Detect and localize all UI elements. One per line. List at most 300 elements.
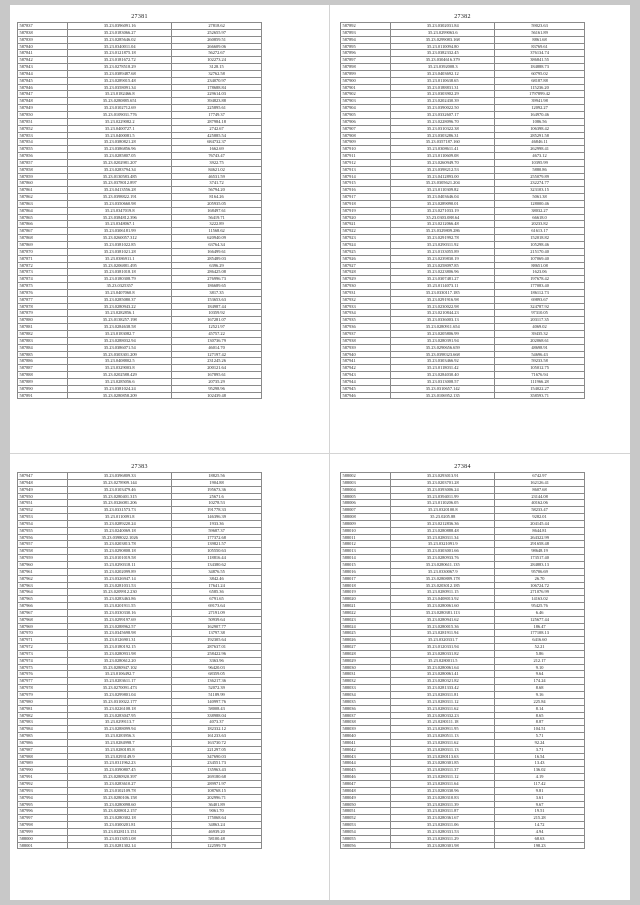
cadastral-code-cell: 35.23.0326947.14 [68,575,172,582]
cadastral-code-cell: 35.23.0280911.654 [391,324,495,331]
area-value-cell: 347690.03 [172,753,262,760]
cadastral-code-cell: 35.23.0280311.64 [391,780,495,787]
area-value-cell: 76743.47 [172,153,262,160]
cadastral-code-cell: 35.23.0205806.99 [391,330,495,337]
table-row [18,214,262,221]
table-row [341,527,585,534]
table-row [18,664,262,671]
area-value-cell: 52072.39 [172,685,262,692]
row-id-cell: 587883 [18,337,68,344]
table-row [341,712,585,719]
area-value-cell: 36401.89 [172,801,262,808]
row-id-cell: 587958 [18,548,68,555]
cadastral-code-cell: 35.23.0282856.1 [68,310,172,317]
cadastral-code-cell: 35.23.0280612.20 [68,657,172,664]
cadastral-code-cell: 35.23.0288032.94 [68,337,172,344]
cadastral-code-cell: 35.23.0285080.37 [68,296,172,303]
cadastral-code-cell: 35.23.0398022.1026 [68,534,172,541]
area-value-cell: 58008.43 [172,705,262,712]
row-id-cell: 587977 [18,678,68,685]
table-row [341,344,585,351]
row-id-cell: 587990 [18,767,68,774]
area-value-cell: 39435.32 [495,330,585,337]
area-value-cell: 46531.59 [172,173,262,180]
row-id-cell: 588009 [341,520,391,527]
table-row [341,780,585,787]
table-row [18,493,262,500]
row-id-cell: 587966 [18,603,68,610]
area-value-cell: 5880.86 [495,166,585,173]
table-row [18,815,262,822]
table-row [18,828,262,835]
table-row [18,228,262,235]
area-value-cell: 10278.53 [172,500,262,507]
cadastral-code-cell: 35.23.0303.088.64 [391,214,495,221]
row-id-cell: 587894 [341,36,391,43]
parcel-table [17,22,262,399]
row-id-cell: 587919 [341,207,391,214]
area-value-cell: 164970.46 [495,111,585,118]
table-row [18,616,262,623]
row-id-cell: 587903 [341,98,391,105]
row-id-cell: 588013 [341,548,391,555]
area-value-cell: 9.10 [495,664,585,671]
table-row [341,657,585,664]
table-row [18,248,262,255]
table-row [341,719,585,726]
cadastral-code-cell: 35.23.0226108.18 [68,705,172,712]
area-value-cell: 177083.40 [495,283,585,290]
row-id-cell: 588049 [341,794,391,801]
table-row [18,125,262,132]
area-value-cell: 54696.43 [495,351,585,358]
page-number: 27382 [454,14,471,20]
cadastral-code-cell: 35.23.0280106.158 [68,794,172,801]
row-id-cell: 588030 [341,664,391,671]
cadastral-code-cell: 35.23.0302031.84 [391,23,495,30]
cadastral-code-cell: 35.23.0205.88 [391,514,495,521]
row-id-cell: 587971 [18,637,68,644]
cadastral-code-cell: 35.23.0280185.8 [68,746,172,753]
table-row [18,603,262,610]
table-row [18,726,262,733]
row-id-cell: 587927 [341,262,391,269]
row-id-cell: 587943 [341,372,391,379]
table-row [341,289,585,296]
area-value-cell: 186.47 [495,623,585,630]
row-id-cell: 587837 [18,23,68,30]
area-value-cell: 56272.67 [172,50,262,57]
cadastral-code-cell: 35.23.0381024.24 [68,385,172,392]
cadastral-code-cell: 35.23.0407060.8 [68,289,172,296]
cadastral-code-cell: 35.23.0381018.18 [68,269,172,276]
table-row [341,500,585,507]
row-id-cell: 587912 [341,159,391,166]
table-row [18,173,262,180]
table-row [18,630,262,637]
row-id-cell: 588022 [341,609,391,616]
cadastral-code-cell: 35.23.0280301.85 [391,760,495,767]
row-id-cell: 587968 [18,616,68,623]
cadastral-code-cell: 35.23.0280947.102 [68,664,172,671]
table-row [341,692,585,699]
row-id-cell: 587959 [18,555,68,562]
area-value-cell: 3922.75 [172,159,262,166]
row-id-cell: 588041 [341,739,391,746]
table-row [18,344,262,351]
table-row [341,269,585,276]
area-value-cell: 264322.99 [495,534,585,541]
row-id-cell: 587844 [18,70,68,77]
row-id-cell: 587937 [341,330,391,337]
table-row [341,828,585,835]
table-row [18,207,262,214]
cadastral-code-cell: 35.23.0102712.69 [68,105,172,112]
cadastral-code-cell: 35.23.0330067.9 [391,568,495,575]
area-value-cell: 20735.29 [172,378,262,385]
table-row [18,671,262,678]
area-value-cell: 56161.89 [495,29,585,36]
area-value-cell: 48698.91 [495,344,585,351]
area-value-cell: 221297.05 [172,746,262,753]
row-id-cell: 587886 [18,358,68,365]
row-id-cell: 588042 [341,746,391,753]
area-value-cell: 178688.84 [172,84,262,91]
cadastral-code-cell: 35.23.0121875.18 [68,50,172,57]
row-id-cell: 587864 [18,207,68,214]
table-row [18,159,262,166]
table-row [341,698,585,705]
row-id-cell: 588001 [18,842,68,849]
row-id-cell: 587994 [18,794,68,801]
row-id-cell: 587881 [18,324,68,331]
cadastral-code-cell: 35.23.0381021.28 [68,248,172,255]
row-id-cell: 588008 [341,514,391,521]
area-value-cell: 95425.76 [495,603,585,610]
area-value-cell: 394823.88 [172,98,262,105]
area-value-cell: 255079.89 [495,173,585,180]
area-value-cell: 3741.72 [172,180,262,187]
area-value-cell: 5.71 [495,733,585,740]
area-value-cell: 104.51 [495,726,585,733]
table-row [18,29,262,36]
row-id-cell: 588018 [341,582,391,589]
cadastral-code-cell: 35.23.0281031.53 [68,582,172,589]
table-row [341,166,585,173]
table-row [341,255,585,262]
area-value-cell: 167281.07 [172,317,262,324]
area-value-cell: 34876.55 [172,568,262,575]
table-row [341,372,585,379]
row-id-cell: 587858 [18,166,68,173]
area-value-cell: 5061.38 [495,194,585,201]
area-value-cell: 232274.77 [495,180,585,187]
table-row [341,815,585,822]
area-value-cell: 20233.82 [495,221,585,228]
cadastral-code-cell: 35.23.0202588.429 [68,372,172,379]
area-value-cell: 338988.04 [172,712,262,719]
cadastral-code-cell: 35.23.0106952.135 [391,392,495,399]
area-value-cell: 14163.02 [495,596,585,603]
table-row [18,760,262,767]
table-row [18,64,262,71]
area-value-cell: 173517.40 [495,555,585,562]
area-value-cell: 266609.06 [172,43,262,50]
table-row [341,801,585,808]
table-row [18,692,262,699]
cadastral-code-cell: 35.23.0280113.63 [391,753,495,760]
table-row [341,91,585,98]
cadastral-code-cell: 35.23.0180192.15 [68,644,172,651]
area-value-cell: 10359.92 [172,310,262,317]
table-row [18,324,262,331]
table-row [18,269,262,276]
area-value-cell: 59023.63 [495,23,585,30]
row-id-cell: 587853 [18,132,68,139]
row-id-cell: 587983 [18,719,68,726]
table-row [18,77,262,84]
row-id-cell: 588055 [341,835,391,842]
area-value-cell: 10395.99 [495,159,585,166]
row-id-cell: 587863 [18,200,68,207]
area-value-cell: 136217.36 [172,678,262,685]
area-value-cell: 13797.38 [172,630,262,637]
cadastral-code-cell: 35.23.0289015.48 [68,77,172,84]
table-row [18,337,262,344]
table-row [18,753,262,760]
table-row [18,372,262,379]
table-row [18,330,262,337]
table-row [18,365,262,372]
row-id-cell: 588029 [341,657,391,664]
table-row [341,520,585,527]
row-id-cell: 587998 [18,822,68,829]
cadastral-code-cell: 35.23.0110094.80 [391,43,495,50]
area-value-cell: 95298.96 [172,385,262,392]
table-row [18,842,262,849]
table-row [18,378,262,385]
area-value-cell: 231245.26 [172,358,262,365]
cadastral-code-cell: 35.23.0299113.7 [68,719,172,726]
area-value-cell: 285489.03 [172,255,262,262]
table-row [341,671,585,678]
area-value-cell: 9.16 [495,692,585,699]
cadastral-code-cell: 35.23.0280301.98 [391,842,495,849]
area-value-cell: 205935.05 [172,200,262,207]
row-id-cell: 587896 [341,50,391,57]
row-id-cell: 587882 [18,330,68,337]
table-row [18,698,262,705]
cadastral-code-cell: 35.23.0299063.6 [391,29,495,36]
row-id-cell: 587893 [341,29,391,36]
row-id-cell: 587949 [18,486,68,493]
table-row [341,589,585,596]
table-row [18,712,262,719]
row-id-cell: 587993 [18,787,68,794]
cadastral-code-cell: 35.23.0347019.8 [68,207,172,214]
cadastral-code-cell: 35.23.0408802.5 [68,358,172,365]
row-id-cell: 587952 [18,507,68,514]
area-value-cell: 128000.46 [495,200,585,207]
area-value-cell: 95706.69 [495,568,585,575]
cadastral-code-cell: 35.23.0289090.01 [391,200,495,207]
cadastral-code-cell: 35.23.0396091.16 [68,23,172,30]
row-id-cell: 587979 [18,692,68,699]
table-row [341,365,585,372]
cadastral-code-cell: 35.23.0284030.40 [391,372,495,379]
area-value-cell: 117.42 [495,780,585,787]
cadastral-code-cell: 35.23.0281302.14 [68,842,172,849]
table-row [341,29,585,36]
table-row [18,534,262,541]
area-value-cell: 153653.63 [172,296,262,303]
row-id-cell: 588033 [341,685,391,692]
cadastral-code-cell: 35.23.0283610.27 [68,780,172,787]
table-row [341,486,585,493]
table-row [341,603,585,610]
area-value-cell: 284883.13 [495,561,585,568]
area-value-cell: 39941.98 [495,98,585,105]
row-id-cell: 587914 [341,173,391,180]
table-row [341,242,585,249]
cadastral-code-cell: 35.23.0393006.24 [391,486,495,493]
table-row [341,760,585,767]
table-row [18,91,262,98]
area-value-cell: 258422.96 [172,650,262,657]
cadastral-code-cell: 35.23.0280943.22 [68,303,172,310]
row-id-cell: 587945 [341,385,391,392]
row-id-cell: 588025 [341,630,391,637]
cadastral-code-cell: 35.23.0278909.144 [68,479,172,486]
cadastral-code-cell: 35.23.0398822.191 [68,194,172,201]
row-id-cell: 587870 [18,248,68,255]
area-value-cell: 252655.97 [172,29,262,36]
cadastral-code-cell: 35.23.0382332.45 [391,50,495,57]
table-row [18,767,262,774]
area-value-cell: 161233.63 [172,733,262,740]
cadastral-code-cell: 35.23.0290311.92 [391,242,495,249]
table-row [341,685,585,692]
table-row [341,794,585,801]
row-id-cell: 587926 [341,255,391,262]
table-row [18,486,262,493]
cadastral-code-cell: 35.23.0357187.160 [391,139,495,146]
cadastral-code-cell: 35.23.0183066.27 [68,29,172,36]
cadastral-code-cell: 35.23.0325357 [68,283,172,290]
row-id-cell: 587917 [341,194,391,201]
cadastral-code-cell: 35.23.0340011.04 [68,43,172,50]
row-id-cell: 587848 [18,98,68,105]
cadastral-code-cell: 35.23.0280941.62 [391,616,495,623]
area-value-cell: 177108.13 [495,630,585,637]
area-value-cell: 215170.40 [495,248,585,255]
cadastral-code-cell: 35.23.0103479.46 [68,486,172,493]
row-id-cell: 588047 [341,780,391,787]
cadastral-code-cell: 35.23.0203701.28 [391,479,495,486]
area-value-cell: 286425.08 [172,269,262,276]
cadastral-code-cell: 35.23.0110309.82 [391,187,495,194]
row-id-cell: 587986 [18,739,68,746]
table-row [18,650,262,657]
row-id-cell: 587972 [18,644,68,651]
table-row [341,214,585,221]
table-row [18,609,262,616]
area-value-cell: 17749.37 [172,111,262,118]
row-id-cell: 587976 [18,671,68,678]
table-row [18,678,262,685]
row-id-cell: 588050 [341,801,391,808]
area-value-cell: 184888.73 [495,64,585,71]
area-value-cell: 3817.35 [172,289,262,296]
area-value-cell: 106398.42 [495,125,585,132]
area-value-cell: 198.23 [495,842,585,849]
table-row [341,822,585,829]
cadastral-code-cell: 35.23.0313051.08 [68,835,172,842]
area-value-cell: 163730.72 [172,739,262,746]
row-id-cell: 587934 [341,310,391,317]
area-value-cell: 83769.61 [495,43,585,50]
row-id-cell: 587906 [341,118,391,125]
cadastral-code-cell: 35.23.0413556.28 [68,187,172,194]
row-id-cell: 588007 [341,507,391,514]
area-value-cell: 46939.20 [172,828,262,835]
cadastral-code-cell: 35.23.0280310.83 [391,794,495,801]
table-row [18,808,262,815]
cadastral-code-cell: 35.23.0106492.7 [68,671,172,678]
table-row [18,705,262,712]
area-value-cell: 59687.37 [172,527,262,534]
cadastral-code-cell: 35.23.0336003.13 [391,317,495,324]
cadastral-code-cell: 35.23.0280311.62 [391,739,495,746]
row-id-cell: 587988 [18,753,68,760]
area-value-cell: 9.67 [495,801,585,808]
cadastral-code-cell: 35.23.0118031.42 [391,365,495,372]
cadastral-code-cell: 35.23.0280311.62 [391,705,495,712]
area-value-cell: 260859.51 [172,36,262,43]
row-id-cell: 588037 [341,712,391,719]
table-row [341,358,585,365]
cadastral-code-cell: 35.23.0206881.495 [68,262,172,269]
area-value-cell: 229614.03 [172,91,262,98]
row-id-cell: 587908 [341,132,391,139]
row-id-cell: 587921 [341,221,391,228]
cadastral-code-cell: 35.23.0293149.9 [68,753,172,760]
cadastral-code-cell: 35.23.0239830.19 [391,255,495,262]
cadastral-code-cell: 35.23.0283956.3 [68,733,172,740]
table-row [18,194,262,201]
row-id-cell: 587928 [341,269,391,276]
row-id-cell: 587887 [18,365,68,372]
row-id-cell: 587890 [18,385,68,392]
cadastral-code-cell: 35.23.0270091.473 [68,685,172,692]
table-row [341,514,585,521]
area-value-cell: 107069.40 [495,255,585,262]
area-value-cell: 184987.44 [172,303,262,310]
row-id-cell: 587866 [18,221,68,228]
row-id-cell: 588021 [341,603,391,610]
row-id-cell: 587931 [341,289,391,296]
row-id-cell: 587942 [341,365,391,372]
table-row [18,111,262,118]
area-value-cell: 96420.03 [172,664,262,671]
row-id-cell: 588016 [341,568,391,575]
area-value-cell: 19.51 [495,808,585,815]
row-id-cell: 587965 [18,596,68,603]
page-panel-27384 [340,463,585,849]
table-row [18,276,262,283]
cadastral-code-cell: 35.23.0280311.06 [391,822,495,829]
area-value-cell: 115236.20 [495,84,585,91]
